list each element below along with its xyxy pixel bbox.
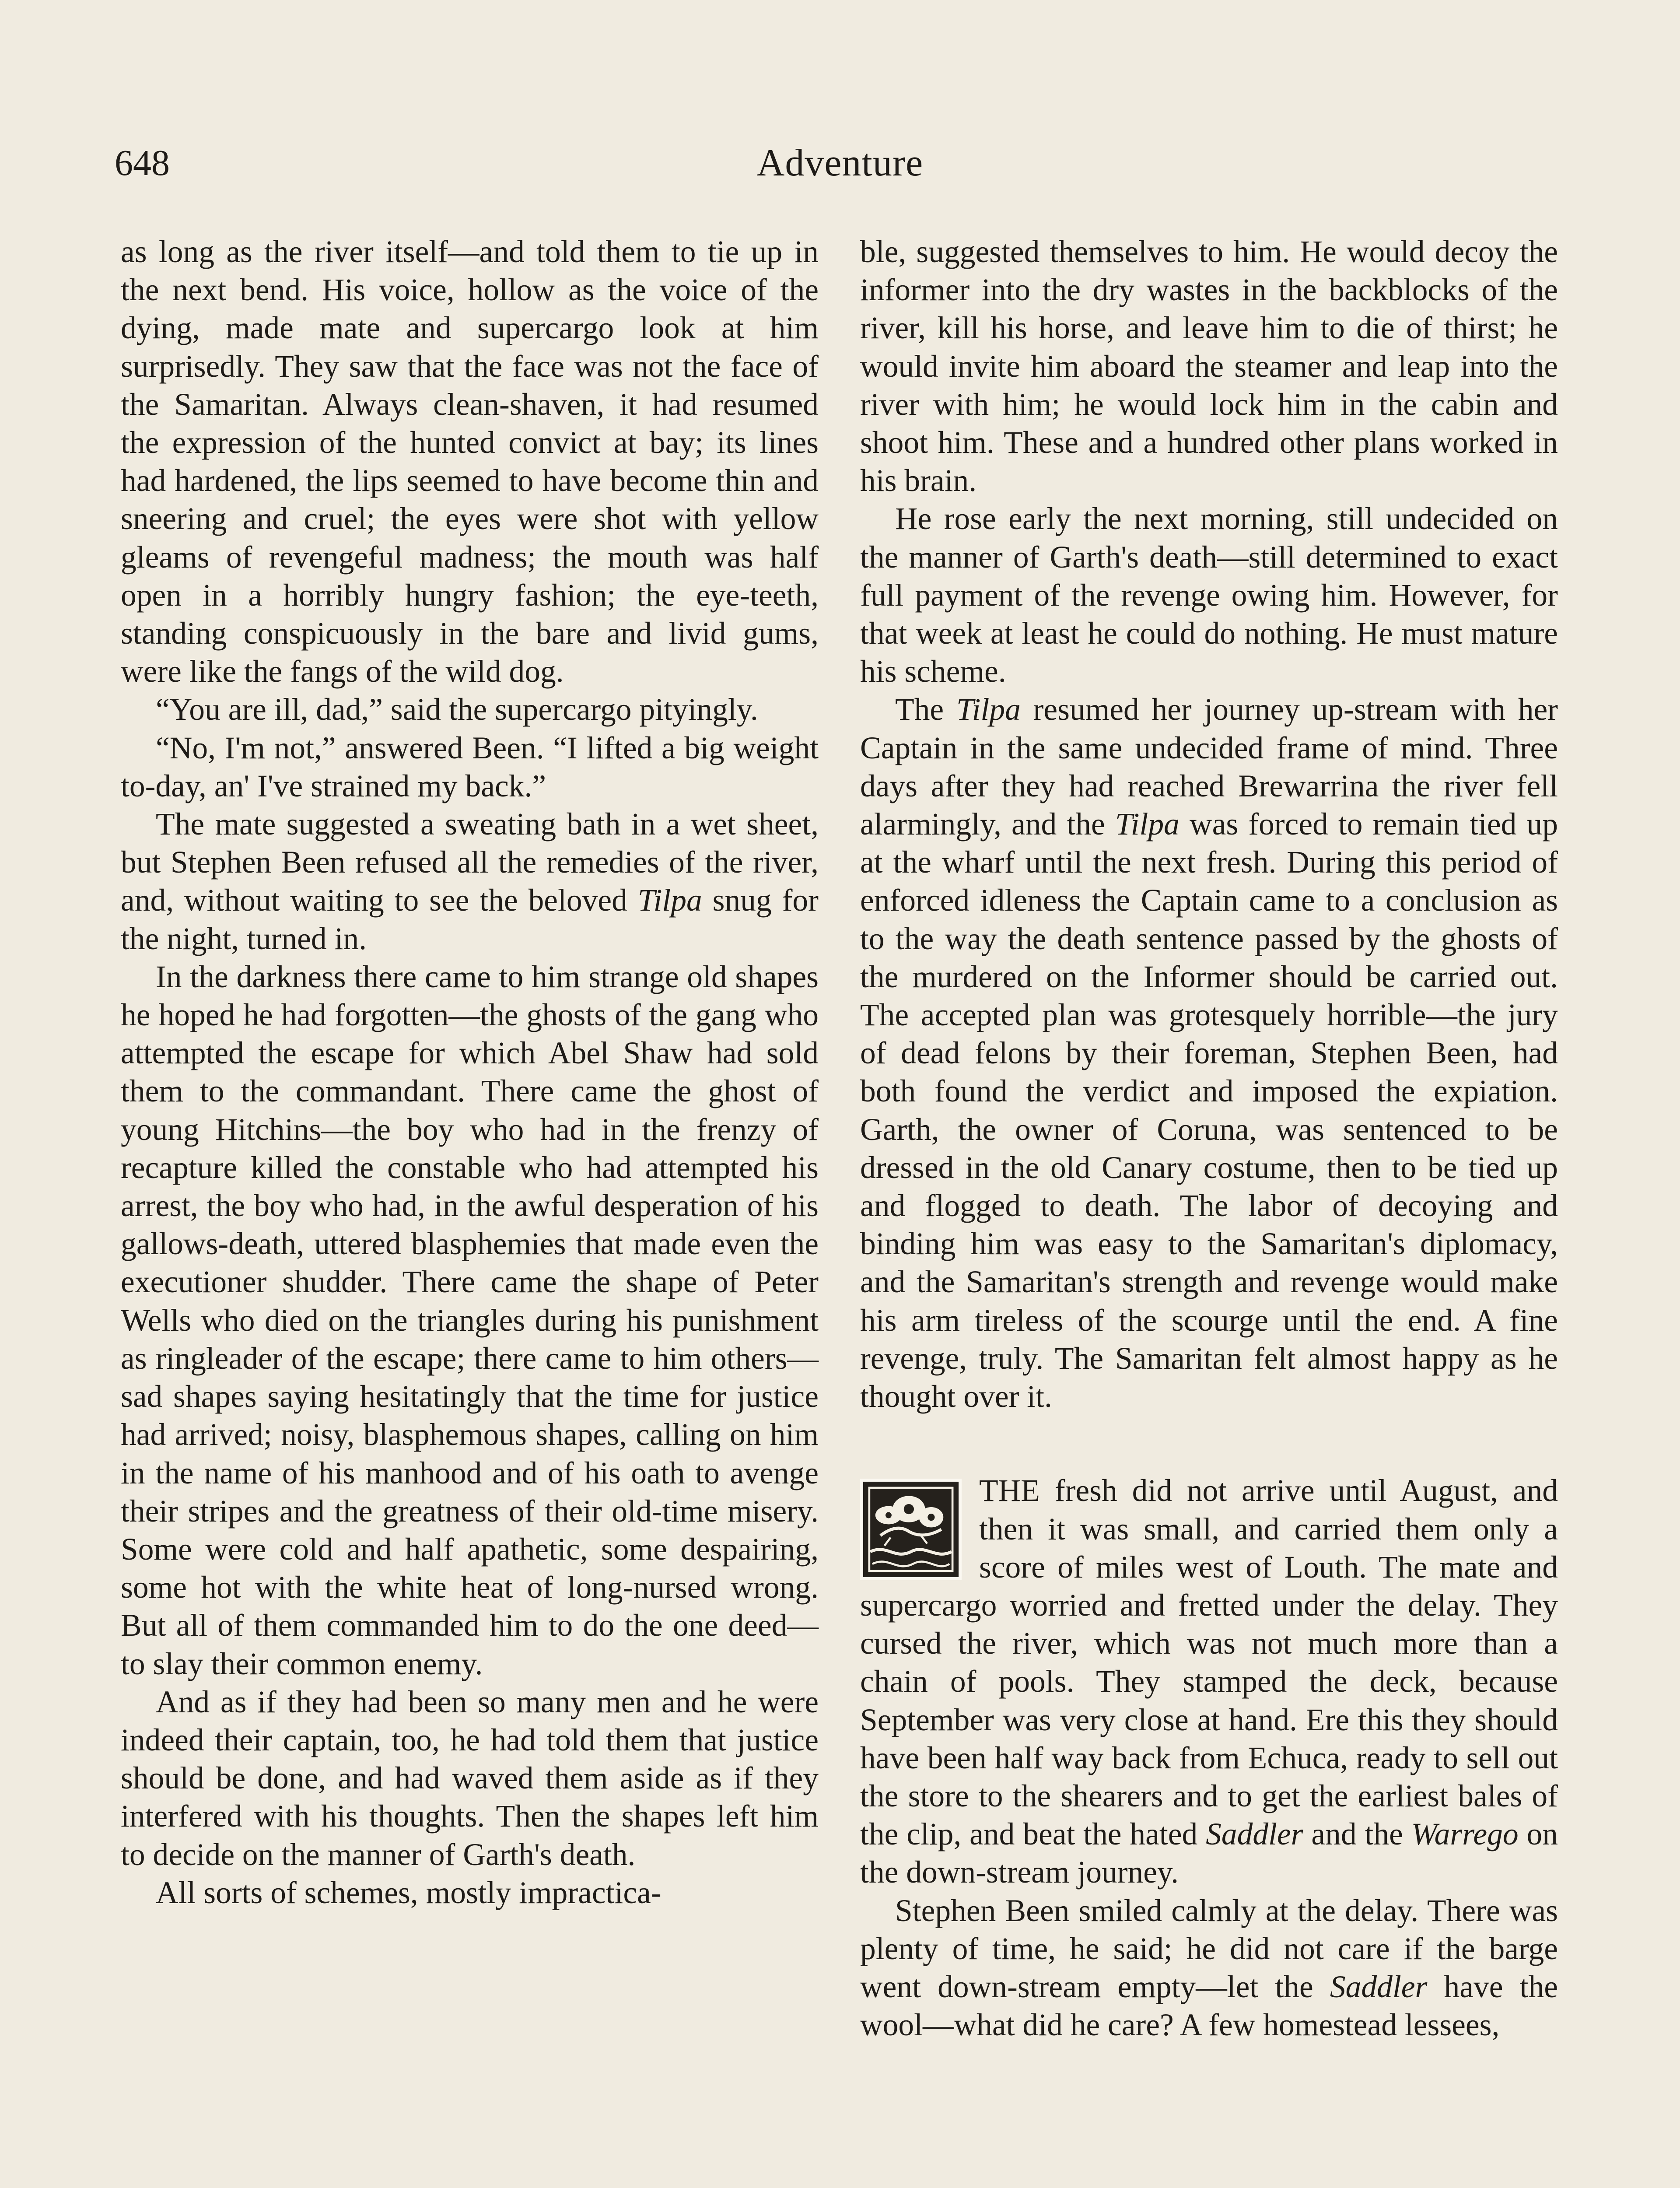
running-title: Adventure bbox=[756, 142, 924, 184]
ship-name: Tilpa bbox=[956, 692, 1021, 727]
paragraph: In the darkness there came to him strange old shapes he hoped he had forgotten—the ghosts of the gang who attempted the escape for which Abel Shaw had sold them to the commandant. There came the ghost of young Hitchins—the boy who had in the frenzy of recapture killed the constable who had attempted his arrest, the boy who had, in the awful desperation of his gallows-death, uttered blasphemies that made even the executioner shudder. There came the shape of Peter Wells who died on the triangles during his punishment as ringleader of the escape; there came to him others—sad shapes saying hesitatingly that the time for justice had arrived; noisy, blasphemous shapes, calling on him in the name of his manhood and of his oath to avenge their stripes and the greatness of their old-time misery. Some were cold and half apathetic, some despairing, some hot with the white heat of long-nursed wrong. But all of them commanded him to do the one deed—to slay their common enemy. bbox=[121, 959, 819, 1681]
section-opening-paragraph bbox=[860, 1472, 1558, 1891]
right-column bbox=[860, 233, 1558, 2044]
page-header bbox=[0, 139, 1680, 187]
text-run: resumed her journey up-stream with her Captain in the same undecided frame of mind. Three days after they had reached Brewarrina the river fell alarmingly, and the bbox=[860, 692, 1558, 842]
left-column bbox=[121, 233, 819, 1912]
paragraph: as long as the river itself—and told them to tie up in the next bend. His voice, hollow as the voice of the dying, made mate and supercargo look at him surprisedly. They saw that the face was not the face of the Samaritan. Always clean-shaven, it had resumed the expression of the hunted convict at bay; its lines had hardened, the lips seemed to have become thin and sneering and cruel; the eyes were shot with yellow gleams of revengeful madness; the mouth was half open in a horribly hungry fashion; the eye-teeth, standing conspicuously in the bare and livid gums, were like the fangs of the wild dog. bbox=[121, 235, 819, 689]
paragraph: All sorts of schemes, mostly impractica- bbox=[156, 1875, 662, 1910]
paragraph bbox=[121, 805, 819, 958]
text-run: on the down-stream journey. bbox=[860, 1817, 1558, 1890]
text-run: and the bbox=[1303, 1817, 1411, 1852]
text-run: THE fresh did not arrive until August, and then it was small, and carried them only a score of miles west of Louth. The mate and supercargo worried and fretted under the delay. They cursed the river, which was not much more than a chain of pools. They stamped the deck, because September was very close at hand. Ere this they should have been half way back from Echuca, ready to sell out the store to the shearers and to get the earliest bales of the clip, and beat the hated bbox=[860, 1473, 1558, 1852]
paragraph bbox=[860, 691, 1558, 1416]
paragraph: And as if they had been so many men and he were indeed their captain, too, he had told them that justice should be done, and had waved them aside as if they interfered with his thoughts. Then the shapes left him to decide on the manner of Garth's death. bbox=[121, 1684, 819, 1872]
paragraph bbox=[860, 1892, 1558, 2044]
text-run: was forced to remain tied up at the wharf until the next fresh. During this period of enforced idleness the Captain came to a conclusion as to the way the death sentence passed by the ghosts of the murdered on the Informer should be carried out. The accepted plan was grotesquely horrible—the jury of dead felons by their foreman, Stephen Been, had both found the verdict and imposed the expiation. Garth, the owner of Coruna, was sentenced to be dressed in the old Canary costume, then to be tied up and flogged to death. The labor of decoying and binding him was easy to the Samaritan's diplomacy, and the Samaritan's strength and revenge would make his arm tireless of the scourge until the end. A fine revenge, truly. The Samaritan felt almost happy as he thought over it. bbox=[860, 807, 1558, 1414]
text-run: have the wool—what did he care? A few homestead lessees, bbox=[860, 1969, 1558, 2043]
paragraph: ble, suggested themselves to him. He would decoy the informer into the dry wastes in the backblocks of the river, kill his horse, and leave him to die of thirst; he would invite him aboard the steamer and leap into the river with him; he would lock him in the cabin and shoot him. These and a hundred other plans worked in his brain. bbox=[860, 235, 1558, 498]
ship-name: Saddler bbox=[1206, 1817, 1303, 1852]
ship-name: Saddler bbox=[1330, 1969, 1428, 2004]
floral-woodcut-icon bbox=[860, 1479, 962, 1580]
text-run: snug for the night, turned in. bbox=[121, 883, 819, 956]
text-run: The bbox=[895, 692, 956, 727]
ship-name: Tilpa bbox=[637, 883, 702, 918]
ship-name: Tilpa bbox=[1115, 807, 1180, 842]
paragraph: “No, I'm not,” answered Been. “I lifted a big weight to-day, an' I've strained my back.” bbox=[121, 730, 819, 803]
text-run: The mate suggested a sweating bath in a wet sheet, but Stephen Been refused all the remedies of the river, and, without waiting to see the beloved bbox=[121, 807, 819, 918]
page-number: 648 bbox=[115, 143, 170, 183]
paragraph: “You are ill, dad,” said the supercargo pityingly. bbox=[156, 692, 758, 727]
ship-name: Warrego bbox=[1411, 1817, 1519, 1852]
paragraph: He rose early the next morning, still undecided on the manner of Garth's death—still determined to exact full payment of the revenge owing him. However, for that week at least he could do nothing. He must mature his scheme. bbox=[860, 501, 1558, 689]
text-run: Stephen Been smiled calmly at the delay. There was plenty of time, he said; he did not care if the barge went down-stream empty—let the bbox=[860, 1893, 1558, 2004]
